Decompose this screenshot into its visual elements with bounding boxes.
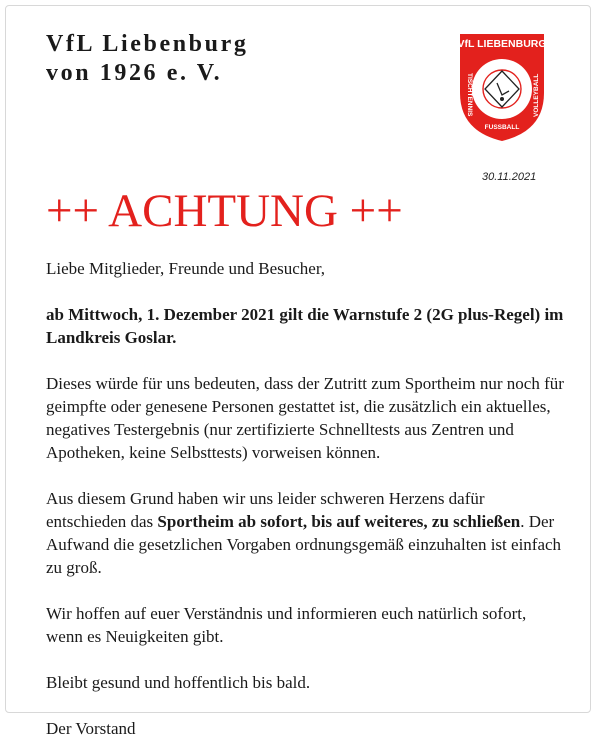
closing-line: Bleibt gesund und hoffentlich bis bald. <box>46 673 311 692</box>
logo-left-text: TISCHTENNIS <box>466 73 473 117</box>
closure-text-after: . Der Aufwand die gesetzlichen Vorgaben ordnungsgemäß einzuhalten ist einfach zu groß. <box>46 512 562 577</box>
paragraph-closure <box>46 487 566 579</box>
club-name <box>46 30 248 88</box>
club-name-line2: von 1926 e. V. <box>46 60 223 86</box>
club-name-line1: VfL Liebenburg <box>46 31 249 57</box>
paragraph-access-rules: Dieses würde für uns bedeuten, dass der Zutritt zum Sportheim nur noch für geimpfte oder genesene Personen gestattet ist, die zusätzlich ein aktuelles, negatives Testergebnis (nur zertifizierte Schnelltests aus Zentren und Apotheken, keine Selbsttests) vorweisen können. <box>46 374 564 462</box>
logo-top-text: VfL LIEBENBURG <box>457 38 547 50</box>
announcement: ab Mittwoch, 1. Dezember 2021 gilt die Warnstufe 2 (2G plus-Regel) im Landkreis Goslar. <box>46 305 564 347</box>
logo-ball-icon <box>500 97 504 101</box>
club-logo <box>457 31 547 143</box>
logo-right-text: VOLLEYBALL <box>533 73 540 117</box>
logo-bottom-text: FUSSBALL <box>484 124 520 131</box>
headline: ++ ACHTUNG ++ <box>46 185 403 237</box>
notice-date: 30.11.2021 <box>482 171 537 183</box>
greeting: Liebe Mitglieder, Freunde und Besucher, <box>46 259 326 278</box>
signature: Der Vorstand <box>46 719 136 738</box>
paragraph-understanding: Wir hoffen auf euer Verständnis und informieren euch natürlich sofort, wenn es Neuigkeiten gibt. <box>46 604 527 646</box>
closure-text-before: Aus diesem Grund haben wir uns leider schweren Herzens dafür entschieden das <box>46 489 485 531</box>
notice-body <box>46 257 566 740</box>
logo-inner-disc <box>472 59 532 119</box>
closure-emphasis: Sportheim ab sofort, bis auf weiteres, zu schließen <box>157 512 521 531</box>
